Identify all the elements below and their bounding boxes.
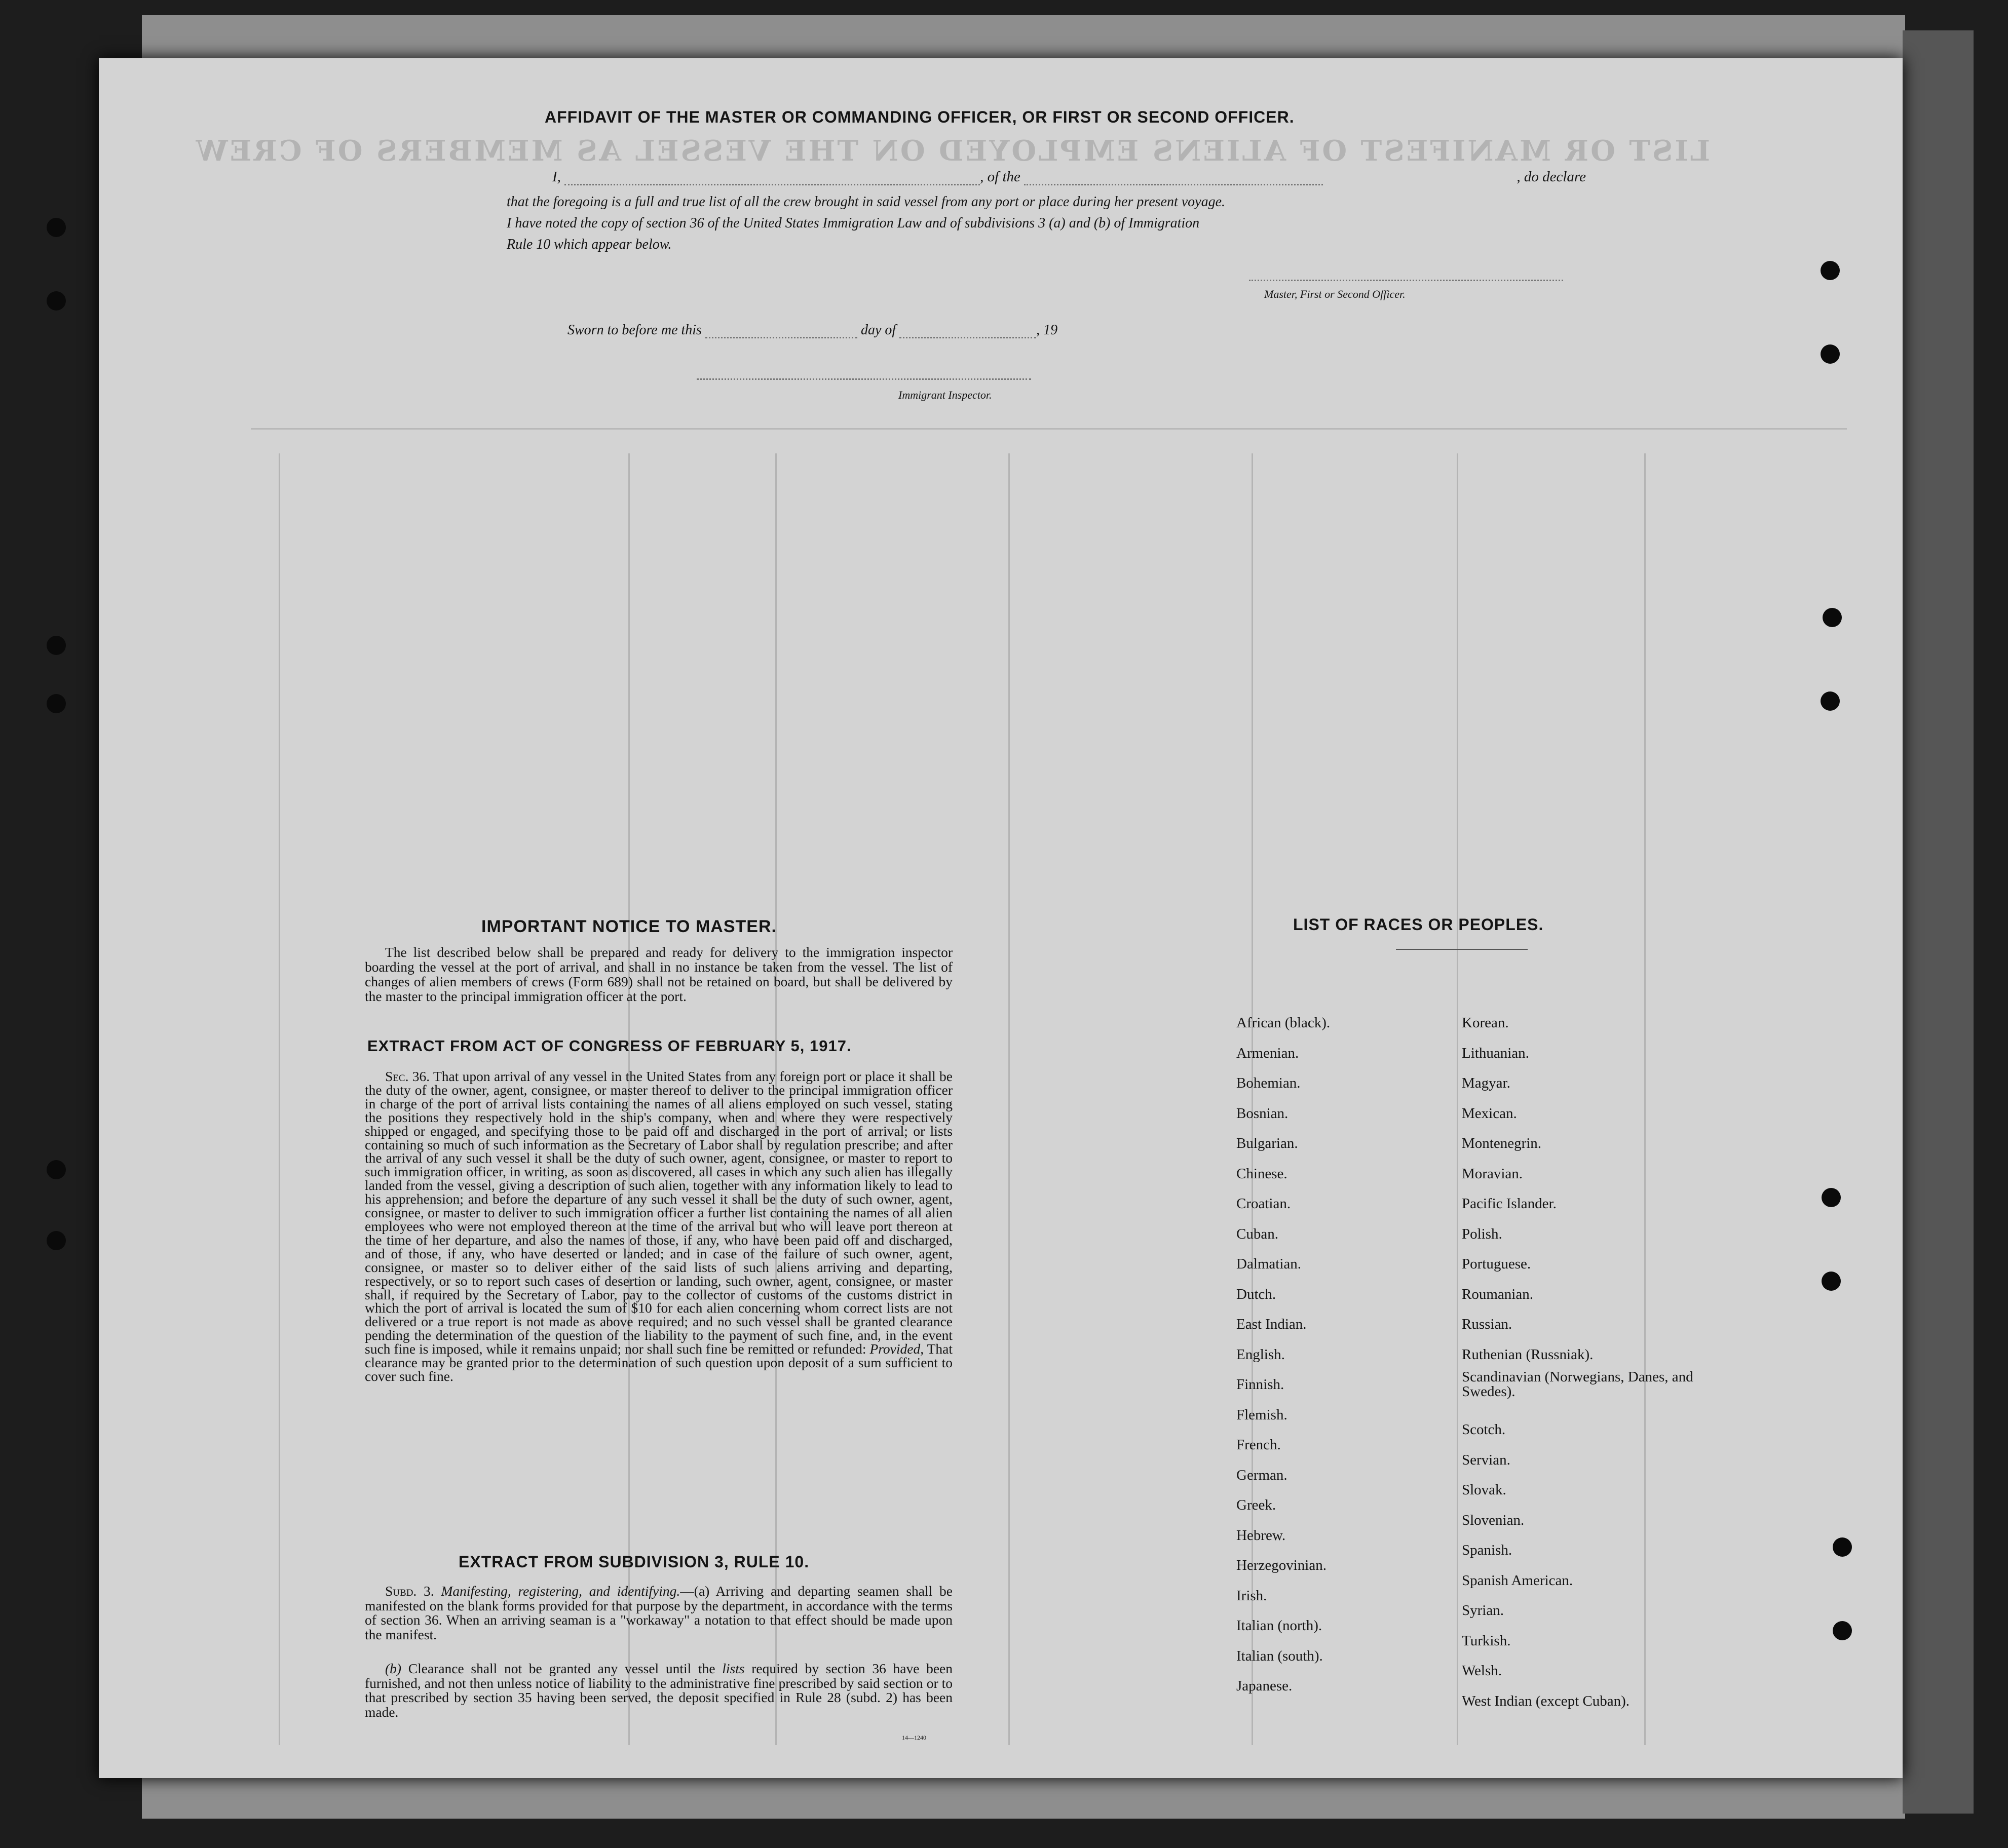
race-item: Chinese. [1236,1165,1287,1182]
act-provided: Provided, [869,1341,924,1357]
act-body-end: That clearance may be granted prior to the determination of such question upon deposit of a sum sufficient to cover such fine. [365,1341,953,1384]
race-item: Portuguese. [1462,1256,1531,1272]
races-left-column [1236,1008,1330,1702]
act-section-label: Sec. 36. [385,1068,430,1084]
punch-hole [1833,1537,1852,1557]
subd-part-b-lists: lists [722,1661,745,1676]
declaration-line-3: I have noted the copy of section 36 of the United States Immigration Law and of subdivisions 3 (a) and (b) of Immigration [507,215,1200,231]
race-item: Japanese. [1236,1678,1293,1694]
race-item: Turkish. [1462,1632,1511,1649]
race-item: Hebrew. [1236,1527,1286,1544]
race-item: Greek. [1236,1497,1276,1513]
race-item: Dalmatian. [1236,1256,1302,1272]
punch-hole [1821,261,1840,280]
vessel-field[interactable] [1024,169,1323,185]
punch-hole [47,636,66,655]
signature-caption: Master, First or Second Officer. [1264,288,1406,300]
punch-hole [1822,1188,1841,1207]
ghost-column-line [1008,453,1010,1745]
race-item: French. [1236,1437,1281,1453]
race-item: Spanish. [1462,1542,1512,1558]
punch-hole [47,218,66,237]
race-item: Dutch. [1236,1286,1276,1302]
sworn-text: Sworn to before me this [567,322,702,338]
punch-hole [47,291,66,311]
subd-label: Subd. 3. [385,1583,434,1599]
punch-hole [1821,691,1840,711]
subd-part-a: —(a) Arriving and departing seamen shall be manifested on the blank forms provided for that purpose by the department, in accordance with the terms of section 36. When an arriving seaman is a "workaway" a notation to that effect should be made upon the manifest. [365,1583,953,1642]
race-item: Italian (north). [1236,1618,1322,1634]
race-item: East Indian. [1236,1316,1307,1332]
race-item: Slovenian. [1462,1512,1525,1528]
act-title: EXTRACT FROM ACT OF CONGRESS OF FEBRUARY 5, 1917. [367,1037,852,1055]
punch-hole [47,1160,66,1179]
race-item: Syrian. [1462,1602,1504,1619]
do-declare-text: , do declare [1517,169,1586,185]
of-the-text: , of the [980,169,1020,185]
manifest-page [99,58,1903,1778]
subd-part-b-post: required by section 36 have been furnished, and not then unless notice of liability to the administrative fine prescribed by said section or to that prescribed by section 35 having been served, the deposit specified in Rule 28 (subd. 2) has been made. [365,1661,953,1720]
subd-heading: Manifesting, registering, and identifying. [441,1583,680,1599]
act-body [365,1070,953,1383]
race-item: German. [1236,1467,1287,1483]
race-item: Servian. [1462,1451,1510,1468]
race-item: Moravian. [1462,1165,1523,1182]
declaration-line-4: Rule 10 which appear below. [507,237,672,252]
sworn-day-field[interactable] [705,322,857,338]
name-field[interactable] [564,169,980,185]
race-item: Scotch. [1462,1421,1506,1438]
race-item: Armenian. [1236,1045,1299,1061]
race-item: Italian (south). [1236,1647,1323,1664]
declaration-line [552,169,1586,185]
punch-hole [47,694,66,713]
notice-title: IMPORTANT NOTICE TO MASTER. [481,917,777,936]
race-item: Slovak. [1462,1482,1506,1498]
race-item: Roumanian. [1462,1286,1533,1302]
notice-body: The list described below shall be prepared and ready for delivery to the immigration inspector boarding the vessel at the port of arrival, and shall in no instance be taken from the vessel. The list of changes of alien members of crews (Form 689) shall not be retained on board, but shall be delivered by the master to the principal immigration officer at the port. [365,944,953,1004]
race-item: English. [1236,1346,1285,1363]
race-item: Bosnian. [1236,1105,1289,1122]
ghost-column-line [279,453,280,1745]
race-item: Magyar. [1462,1075,1510,1091]
punch-hole [1823,608,1842,627]
race-item: Bulgarian. [1236,1135,1298,1151]
punch-hole [1833,1621,1852,1640]
race-item: Korean. [1462,1015,1509,1031]
race-item: Montenegrin. [1462,1135,1542,1151]
subdivision-a [365,1584,953,1642]
race-item: Mexican. [1462,1105,1517,1122]
binding-strip [1903,30,1974,1814]
act-body-text: That upon arrival of any vessel in the United States from any foreign port or place it shall be the duty of the owner, agent, consignee, or master thereof to deliver to the principal immigration officer in charge of the port of arrival lists containing the names of all aliens employed on such vessel, stating the positions they respectively hold in the ship's company, when and where they were respectively shipped or engaged, and specifying those to be paid off and discharged in the port of arrival; or lists containing so much of such information as the Secretary of Labor shall by regulation prescribe; and after the arrival of any such vessel it shall be the duty of such owner, agent, consignee, or master to report to such immigration officer, in writing, as soon as discovered, all cases in which any such alien has illegally landed from the vessel, giving a description of such alien, together with any information likely to lead to his apprehension; and before the departure of any such vessel it shall be the duty of such owner, agent, consignee, or master to deliver to such immigration officer a further list containing the names of all alien employees who were not employed thereon at the time of the arrival but who will leave port thereon at the time of her departure, and also the names of those, if any, who have been paid off and discharged, and of those, if any, who have deserted or landed; and in case of the failure of such owner, agent, consignee, or master so to deliver either of the said lists of such aliens arriving and departing, respectively, or so to report such cases of desertion or landing, such owner, agent, consignee, or master shall, if required by the Secretary of Labor, pay to the collector of customs of the customs district in which the port of arrival is located the sum of $10 for each alien concerning whom correct lists are not delivered or a true report is not made as above required; and no such vessel shall be granted clearance pending the determination of the question of the liability to the payment of such fine, and, in the event such fine is imposed, while it remains unpaid; nor shall such fine be remitted or refunded: [365,1068,953,1357]
races-title-rule [1396,949,1528,950]
subd-part-b-pre: Clearance shall not be granted any vessel until the [408,1661,715,1676]
races-title: LIST OF RACES OR PEOPLES. [1293,915,1544,934]
race-item: Cuban. [1236,1225,1278,1242]
race-item: Irish. [1236,1587,1267,1604]
punch-hole [47,1231,66,1250]
race-item: Finnish. [1236,1376,1284,1393]
race-item: West Indian (except Cuban). [1462,1692,1630,1709]
race-item: Welsh. [1462,1663,1502,1679]
race-item: Spanish American. [1462,1572,1573,1589]
sworn-line [567,322,1057,338]
declaration-line-2: that the foregoing is a full and true list of all the crew brought in said vessel from any port or place during her present voyage. [507,194,1226,210]
day-of-text: day of [860,322,896,338]
affidavit-title: AFFIDAVIT OF THE MASTER OR COMMANDING OFFICER, OR FIRST OR SECOND OFFICER. [545,108,1295,126]
form-number: 14—1240 [902,1734,926,1741]
inspector-signature-line[interactable] [697,378,1031,380]
ghost-rule [251,428,1847,430]
pronoun: I, [552,169,561,185]
inspector-caption: Immigrant Inspector. [898,389,992,401]
bleedthrough-title: LIST OR MANIFEST OF ALIENS EMPLOYED ON THE VESSEL AS MEMBERS OF CREW [194,134,1710,168]
race-item: Lithuanian. [1462,1045,1529,1061]
races-right-column [1462,1008,1700,1716]
signature-line[interactable] [1249,280,1563,281]
race-item: Polish. [1462,1225,1502,1242]
race-item: Pacific Islander. [1462,1196,1557,1212]
race-item: Russian. [1462,1316,1512,1332]
sworn-month-field[interactable] [899,322,1036,338]
race-item: Flemish. [1236,1406,1287,1423]
race-item: African (black). [1236,1015,1331,1031]
race-item: Bohemian. [1236,1075,1301,1091]
race-item: Herzegovinian. [1236,1557,1327,1573]
punch-hole [1822,1272,1841,1291]
subdivision-b [365,1662,953,1719]
race-item: Scandinavian (Norwegians, Danes, and Swedes). [1462,1369,1693,1400]
subdivision-title: EXTRACT FROM SUBDIVISION 3, RULE 10. [459,1553,810,1571]
race-item: Ruthenian (Russniak). [1462,1346,1594,1363]
ghost-column-line [1457,453,1458,1745]
subd-part-b-label: (b) [385,1661,402,1676]
punch-hole [1821,344,1840,364]
race-item: Croatian. [1236,1196,1291,1212]
year-prefix: , 19 [1036,322,1058,338]
